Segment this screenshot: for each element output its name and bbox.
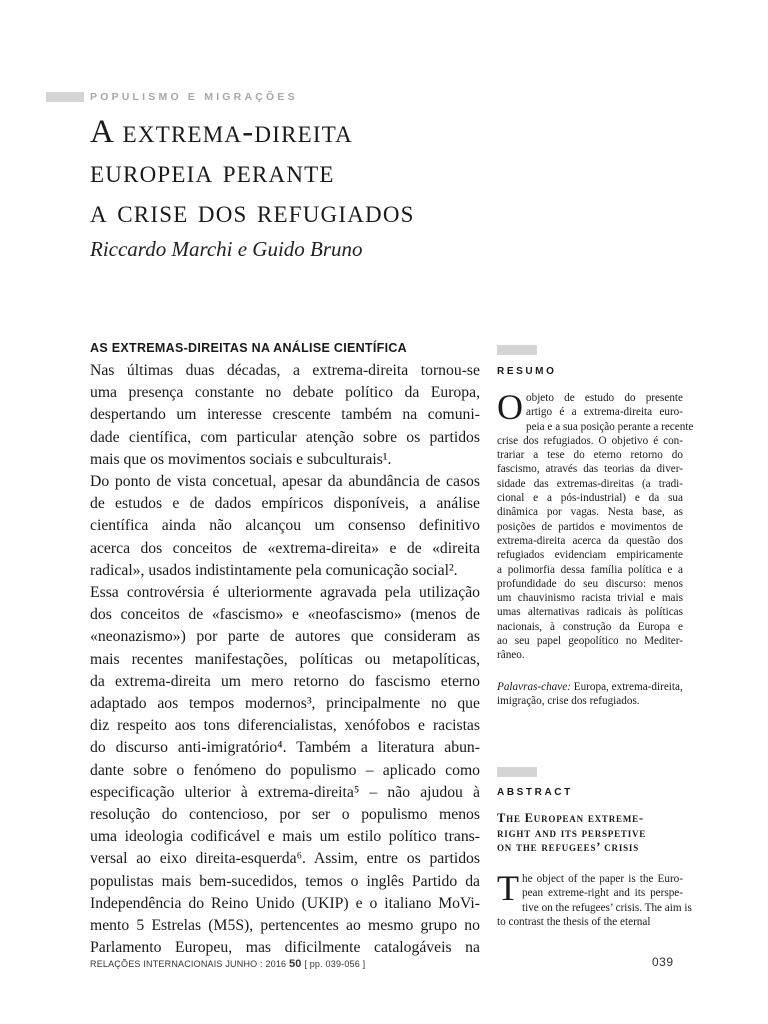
keywords	[497, 680, 683, 709]
text-line: acerca dos conceitos de «extrema-direita» e de «direita	[90, 539, 480, 557]
text-line: «neonazismo») por parte de autores que consideram as	[90, 628, 480, 646]
text-line: dade científica, com particular atenção sobre os partidos	[90, 428, 480, 446]
text-line: populistas mais bem-sucedidos, temos o inglês Partido da	[90, 872, 480, 890]
resumo-lines	[497, 387, 694, 663]
text-line: profundidade do seu discurso: menos	[497, 577, 683, 590]
page-number: 039	[652, 955, 674, 969]
page-range: [ pp. 039-056 ]	[304, 959, 366, 969]
text-line: to contrast the thesis of the eternal	[497, 915, 651, 928]
abstract-title-line: The European extreme-	[497, 811, 644, 825]
text-line: Essa controvérsia é ulteriormente agravada pela utilização	[90, 584, 480, 602]
issue-date: JUNHO : 2016	[225, 959, 287, 969]
text-line: posições de partidos e movimentos de	[497, 520, 683, 533]
issue-number: 50	[288, 958, 302, 970]
text-line: despertando um interesse crescente também na comuni-	[90, 406, 480, 424]
abstract-bar	[497, 767, 537, 777]
text-line: he object of the paper is the Euro-	[522, 873, 683, 885]
text-line: especificação ulterior à extrema-direita⁵ – não ajudou à	[90, 783, 480, 801]
text-line: mais recentes manifestações, políticas ou metapolíticas,	[90, 650, 480, 668]
text-line: dinâmica por vagas. Nesta base, as	[497, 506, 683, 519]
text-line: Do ponto de vista concetual, apesar da abundância de casos	[90, 473, 480, 491]
abstract-label: ABSTRACT	[497, 787, 573, 798]
text-line: pean extreme-right and its perspe-	[522, 887, 683, 900]
text-line: tive on the refugees’ crisis. The aim is	[522, 901, 692, 914]
resumo-bar	[497, 345, 537, 355]
text-line: do discurso anti-imigratório⁴. Também a literatura abun-	[90, 739, 480, 757]
resumo-text	[497, 387, 694, 663]
text-line: râneo.	[497, 649, 525, 662]
section-kicker: POPULISMO E MIGRAÇÕES	[90, 91, 298, 103]
abstract-text	[497, 868, 692, 929]
footer-citation	[90, 958, 365, 970]
text-line: Nas últimas duas décadas, a extrema-direita tornou-se	[90, 362, 480, 379]
article-title	[90, 112, 560, 232]
text-line: um chauvinismo racista trivial e mais	[497, 592, 683, 605]
text-line: uma presença constante no debate político da Europa,	[90, 384, 480, 402]
abstract-lines	[497, 868, 692, 929]
text-line: artigo é a extrema-direita euro-	[526, 406, 683, 419]
text-line: ao seu papel geopolítico no Mediter-	[497, 635, 683, 648]
text-line: a polimorfia dessa família política e a	[497, 563, 683, 576]
text-line: refugiados evidenciam empiricamente	[497, 549, 683, 562]
abstract-dropcap: T	[497, 868, 519, 908]
text-line: mais que os movimentos sociais e subculturais¹.	[90, 450, 392, 468]
section-bar	[46, 92, 84, 102]
title-line: A extrema-direita	[90, 114, 353, 150]
section-heading: AS EXTREMAS-DIREITAS NA ANÁLISE CIENTÍFICA	[90, 341, 408, 355]
text-line: Independência do Reino Unido (UKIP) e o italiano MoVi-	[90, 894, 480, 912]
main-body-text	[90, 360, 480, 959]
text-line: da extrema-direita um mero retorno do fascismo eterno	[90, 672, 480, 690]
abstract-title-line: right and its perspetive	[497, 825, 647, 840]
authors: Riccardo Marchi e Guido Bruno	[90, 237, 363, 261]
resumo-dropcap: O	[497, 387, 523, 427]
text-line: mento 5 Estrelas (M5S), pertencentes ao mesmo grupo no	[90, 917, 480, 935]
text-line: científica ainda não alcançou um consenso definitivo	[90, 517, 480, 535]
keywords-label: Palavras-chave:	[497, 681, 571, 693]
text-line: fascismo, através das teorias da diver-	[497, 463, 683, 476]
text-line: de estudos e de dados empíricos disponíveis, a análise	[90, 495, 480, 513]
text-line: umas alternativas radicais às políticas	[497, 606, 683, 619]
text-line: objeto de estudo do presente	[526, 392, 683, 404]
text-line: resolução do contencioso, por ser o populismo menos	[90, 806, 480, 824]
text-line: cional e a pós-industrial) e da sua	[497, 492, 683, 505]
text-line: trariar a tese do eterno retorno do	[497, 449, 683, 462]
text-line: dos conceitos de «fascismo» e «neofascismo» (menos de	[90, 606, 480, 624]
text-line: peia e a sua posição perante a recente	[526, 420, 694, 433]
abstract-title-line: on the refugees’ crisis	[497, 840, 640, 854]
resumo-label: RESUMO	[497, 366, 557, 377]
text-line: uma ideologia codificável e mais um estilo político trans-	[90, 828, 480, 846]
text-line: nacionais, à construção da Europa e	[497, 620, 683, 633]
text-line: dante sobre o fenómeno do populismo – aplicado como	[90, 761, 480, 779]
text-line: radical», usados indistintamente pela comunicação social².	[90, 561, 458, 579]
title-line: a crise dos refugiados	[90, 194, 415, 230]
text-line: diz respeito aos tons diferencialistas, xenófobos e racistas	[90, 717, 480, 735]
text-line: versal ao eixo direita-esquerda⁶. Assim, entre os partidos	[90, 850, 480, 868]
text-line: extrema-direita acerca da questão dos	[497, 534, 683, 547]
keywords-value: Europa, extrema-direita, imigração, crise dos refugiados.	[497, 681, 683, 708]
text-line: sidade das extremas-direitas (a tradi-	[497, 477, 683, 490]
text-line: Parlamento Europeu, mas dificilmente catalogáveis na	[90, 939, 480, 957]
abstract-title	[497, 811, 683, 855]
text-line: adaptado aos tempos modernos³, principalmente no que	[90, 695, 480, 713]
title-line: europeia perante	[90, 154, 335, 190]
text-line: crise dos refugiados. O objetivo é con-	[497, 434, 683, 447]
journal-name: RELAÇÕES INTERNACIONAIS	[90, 959, 223, 969]
